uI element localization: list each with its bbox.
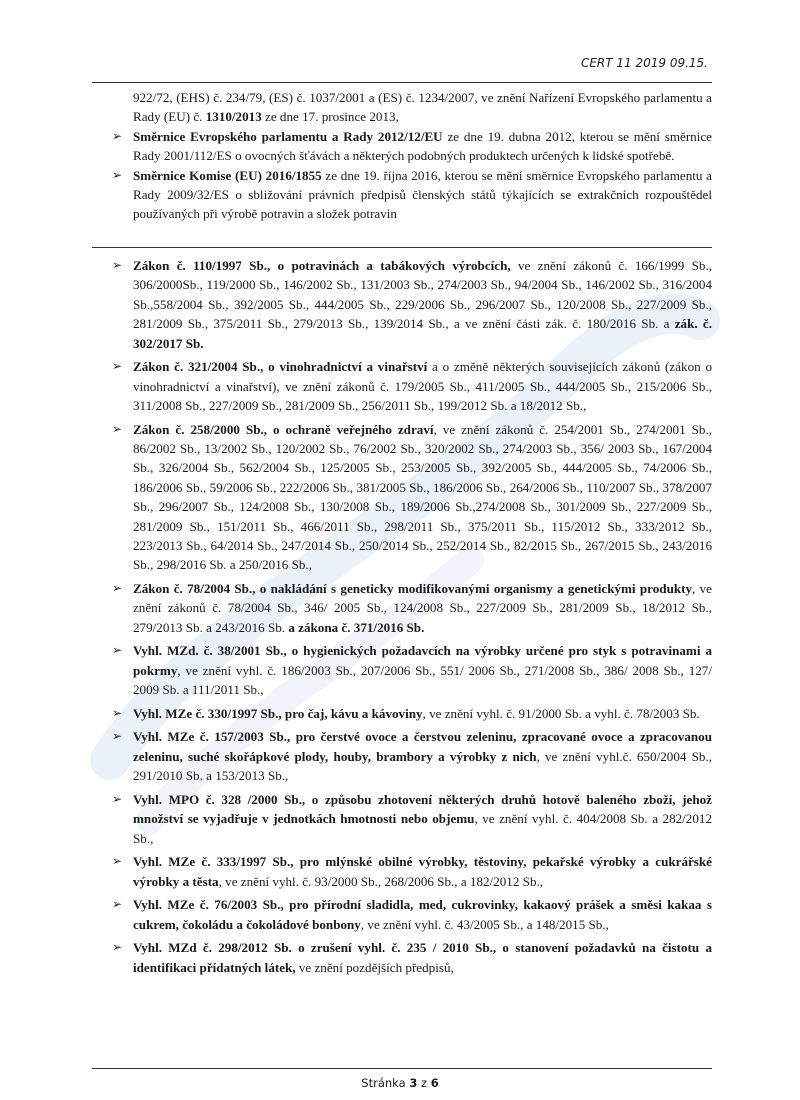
- arrow-bullet-icon: ➢: [112, 128, 123, 143]
- header-divider: [92, 82, 712, 83]
- list-item: [112, 579, 712, 637]
- arrow-bullet-icon: ➢: [112, 167, 123, 182]
- list-item: [112, 704, 712, 723]
- law-title: Vyhl. MZd. č. 38/2001 Sb., o hygienických požadavcích na výrobky určené pro styk s potravinami a pokrmy: [133, 643, 712, 678]
- law-text: , ve znění vyhl. č. 91/2000 Sb. a vyhl. č. 78/2003 Sb.: [422, 705, 700, 721]
- list-item: [112, 727, 712, 785]
- law-text: a o změně některých souvisejících zákonů (zákon o vinohradnictví a vinařství), ve znění zákonů č. 179/2005 Sb., 411/2005 Sb., 444/2005 Sb., 215/2006 Sb., 311/2008 Sb., 227/2009 Sb., 281/2009 Sb., 256/2011 Sb., 199/2012 Sb. a 18/2012 Sb.,: [133, 359, 712, 414]
- list-item: [112, 357, 712, 415]
- law-title: Zákon č. 110/1997 Sb., o potravinách a tabákových výrobcích,: [133, 258, 511, 273]
- law-text: , ve znění vyhl. č. 93/2000 Sb., 268/2006 Sb., a 182/2012 Sb.,: [218, 873, 544, 889]
- czech-laws-list: [112, 256, 712, 981]
- arrow-bullet-icon: ➢: [112, 729, 123, 744]
- list-item: [112, 420, 712, 575]
- law-title: Vyhl. MZd č. 298/2012 Sb. o zrušení vyhl. č. 235 / 2010 Sb., o stanovení požadavků na čistotu a identifikaci přídatných látek,: [133, 940, 712, 975]
- list-item: [112, 641, 712, 699]
- eu-regulations-list: [112, 88, 712, 224]
- arrow-bullet-icon: ➢: [112, 258, 123, 272]
- law-text: 922/72, (EHS) č. 234/79, (ES) č. 1037/2001 a (ES) č. 1234/2007, ve znění Nařízení Evropského parlamentu a Rady (EU) č.: [133, 90, 712, 125]
- page-number: [0, 1076, 800, 1090]
- list-item: [112, 166, 712, 224]
- total-pages: 6: [430, 1076, 439, 1090]
- law-text: , ve znění zákonů č. 78/2004 Sb., 346/ 2005 Sb., 124/2008 Sb., 227/2009 Sb., 281/2009 Sb., 18/2012 Sb., 279/2013 Sb. a 243/2016 Sb.: [133, 581, 712, 635]
- arrow-bullet-icon: ➢: [112, 359, 123, 374]
- law-title: Směrnice Evropského parlamentu a Rady 2012/12/EU: [133, 128, 443, 144]
- law-text: , ve znění vyhl. č. 404/2008 Sb. a 282/2012 Sb.,: [133, 811, 712, 846]
- arrow-bullet-icon: ➢: [112, 854, 123, 869]
- arrow-bullet-icon: ➢: [112, 643, 123, 658]
- law-text: ze dne 19. dubna 2012, kterou se mění směrnice Rady 2001/112/ES o ovocných šťávách a některých podobných produktech určených k lidské spotřebě.: [133, 128, 712, 164]
- law-text: , ve znění vyhl. č. 43/2005 Sb., a 148/2015 Sb.,: [360, 916, 609, 932]
- arrow-bullet-icon: ➢: [112, 940, 123, 955]
- law-title: Vyhl. MZe č. 333/1997 Sb., pro mlýnské obilné výrobky, těstoviny, pekařské výrobky a cukrářské výrobky a těsta: [133, 854, 712, 889]
- law-title: zák. č. 302/2017 Sb.: [133, 316, 712, 351]
- list-item: [112, 852, 712, 891]
- law-title: Vyhl. MZe č. 157/2003 Sb., pro čerstvé ovoce a čerstvou zeleninu, zpracované ovoce a zpracovanou zeleninu, suché skořápkové plody, houby, brambory a výrobky z nich: [133, 729, 712, 764]
- current-page: 3: [409, 1076, 418, 1090]
- law-title: a zákona č. 371/2016 Sb.: [285, 619, 425, 635]
- law-text: , ve znění vyhl.č. 650/2004 Sb., 291/2010 Sb. a 153/2013 Sb.,: [133, 748, 712, 784]
- law-text: ve znění zákonů č. 166/1999 Sb., 306/2000Sb., 119/2000 Sb., 146/2002 Sb., 131/2003 Sb., 274/2003 Sb., 94/2004 Sb., 146/2002 Sb., 316/2004 Sb.,558/2004 Sb., 392/2005 Sb., 444/2005 Sb., 229/2006 Sb., 296/2007 Sb., 120/2008 Sb., 227/2009 Sb., 281/2009 Sb., 375/2011 Sb., 279/2013 Sb., 139/2014 Sb., a ve znění části zák. č. 180/2016 Sb. a: [133, 258, 712, 332]
- law-title: Směrnice Komise (EU) 2016/1855: [133, 167, 322, 183]
- law-title: Vyhl. MPO č. 328 /2000 Sb., o způsobu zhotovení některých druhů hotově baleného zboží, jehož množství se vyjadřuje v jednotkách hmotnosti nebo objemu: [133, 791, 712, 827]
- list-item: [112, 88, 712, 127]
- footer-divider: [92, 1068, 712, 1069]
- list-item: [112, 895, 712, 934]
- law-text: ve znění pozdějších předpisů,: [295, 959, 454, 975]
- arrow-bullet-icon: ➢: [112, 791, 123, 806]
- page-separator: z: [417, 1076, 431, 1090]
- law-title: Zákon č. 258/2000 Sb., o ochraně veřejného zdraví: [133, 421, 434, 437]
- law-title: Zákon č. 321/2004 Sb., o vinohradnictví a vinařství: [133, 359, 428, 375]
- law-title: Zákon č. 78/2004 Sb., o nakládání s geneticky modifikovanými organismy a genetickými produkty: [133, 581, 693, 597]
- list-item: [112, 256, 712, 353]
- list-item: [112, 127, 712, 166]
- list-item: [112, 938, 712, 977]
- arrow-bullet-icon: ➢: [112, 705, 123, 720]
- law-title: Vyhl. MZe č. 330/1997 Sb., pro čaj, kávu a kávoviny: [133, 705, 423, 721]
- page-label: Stránka: [361, 1076, 410, 1090]
- document-code: CERT 11 2019 09.15.: [580, 56, 708, 70]
- list-item: [112, 790, 712, 848]
- law-text: ze dne 17. prosince 2013,: [261, 109, 399, 125]
- arrow-bullet-icon: ➢: [112, 581, 123, 596]
- law-text: , ve znění zákonů č. 254/2001 Sb., 274/2001 Sb., 86/2002 Sb., 13/2002 Sb., 120/2002 Sb., 76/2002 Sb., 320/2002 Sb., 274/2003 Sb., 356/ 2003 Sb., 167/2004 Sb., 326/2004 Sb., 562/2004 Sb., 125/2005 Sb., 253/2005 Sb., 392/2005 Sb., 444/2005 Sb., 74/2006 Sb., 186/2006 Sb., 59/2006 Sb., 222/2006 Sb., 381/2005 Sb., 186/2006 Sb., 264/2006 Sb., 110/2007 Sb., 378/2007 Sb., 296/2007 Sb., 124/2008 Sb., 130/2008 Sb., 189/2006 Sb.,274/2008 Sb., 301/2009 Sb., 227/2009 Sb., 281/2009 Sb., 151/2011 Sb., 466/2011 Sb., 298/2011 Sb., 375/2011 Sb., 115/2012 Sb., 333/2012 Sb., 223/2013 Sb., 64/2014 Sb., 247/2014 Sb., 250/2014 Sb., 252/2014 Sb., 82/2015 Sb., 267/2015 Sb., 243/2016 Sb., 298/2016 Sb. a 250/2016 Sb.,: [133, 421, 712, 573]
- law-title: 1310/2013: [205, 109, 262, 125]
- law-text: ze dne 19. října 2016, kterou se mění směrnice Evropského parlamentu a Rady 2009/32/ES o sbližování právních předpisů členských států týkajících se extrakčních rozpouštědel používaných při výrobě potravin a složek potravin: [133, 167, 712, 222]
- arrow-bullet-icon: ➢: [112, 897, 123, 912]
- arrow-bullet-icon: ➢: [112, 421, 123, 436]
- law-text: , ve znění vyhl. č. 186/2003 Sb., 207/2006 Sb., 551/ 2006 Sb., 271/2008 Sb., 386/ 2008 Sb., 127/ 2009 Sb. a 111/2011 Sb.,: [133, 662, 712, 698]
- law-title: Vyhl. MZe č. 76/2003 Sb., pro přírodní sladidla, med, cukrovinky, kakaový prášek a směsi kakaa s cukrem, čokoládu a čokoládové bonbony: [133, 897, 712, 932]
- section-divider: [92, 247, 712, 248]
